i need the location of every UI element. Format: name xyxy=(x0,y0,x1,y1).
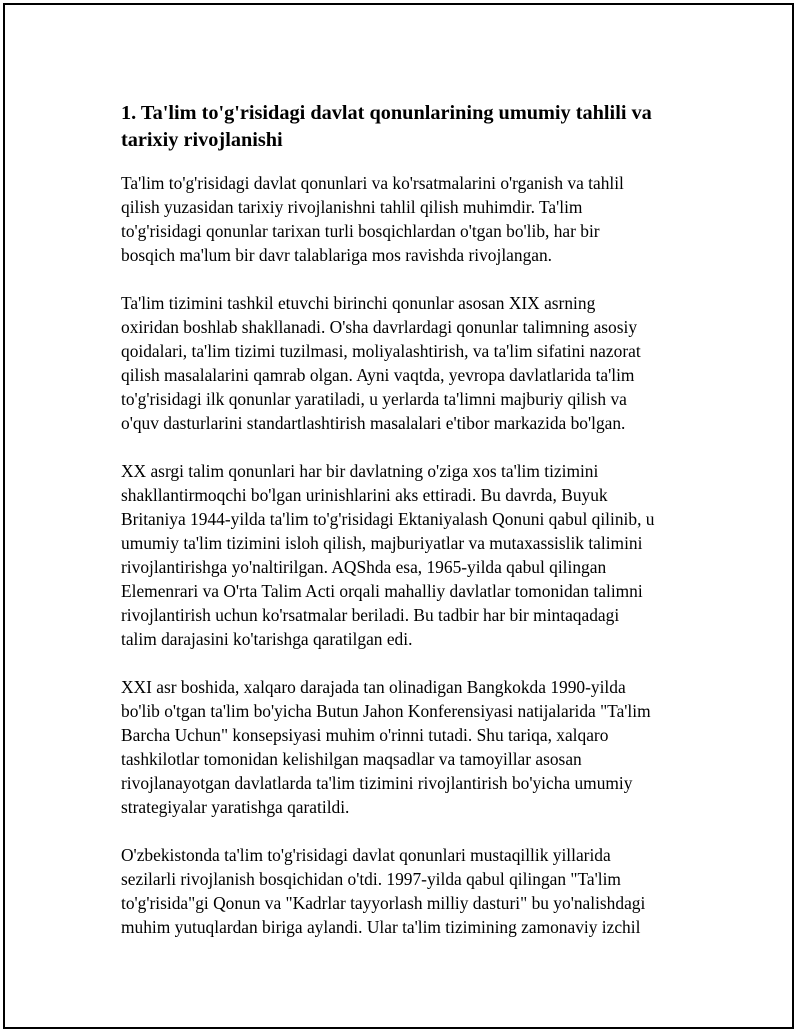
page-frame xyxy=(3,3,794,1029)
paragraph-1: Ta'lim to'g'risidagi davlat qonunlari va ko'rsatmalarini o'rganish va tahlil qilish yuzasidan tarixiy rivojlanishni tahlil qilish muhimdir. Ta'lim to'g'risidagi qonunlar tarixan turli bosqichlardan o'tgan bo'lib, har bir bosqich ma'lum bir davr talablariga mos ravishda rivojlangan. xyxy=(121,173,624,265)
document-body xyxy=(121,100,701,963)
section-heading: 1. Ta'lim to'g'risidagi davlat qonunlarining umumiy tahlili va tarixiy rivojlanishi xyxy=(121,102,652,151)
paragraph-5: O'zbekistonda ta'lim to'g'risidagi davlat qonunlari mustaqillik yillarida sezilarli rivojlanish bosqichidan o'tdi. 1997-yilda qabul qilingan "Ta'lim to'g'risida"gi Qonun va "Kadrlar tayyorlash milliy dasturi" bu yo'nalishdagi muhim yutuqlardan biriga aylandi. Ular ta'lim tizimining zamonaviy izchil xyxy=(121,845,646,937)
paragraph-4: XXI asr boshida, xalqaro darajada tan olinadigan Bangkokda 1990-yilda bo'lib o'tgan ta'lim bo'yicha Butun Jahon Konferensiyasi natijalarida "Ta'lim Barcha Uchun" konsepsiyasi muhim o'rinni tutadi. Shu tariqa, xalqaro tashkilotlar tomonidan kelishilgan maqsadlar va tamoyillar asosan rivojlanayotgan davlatlarda ta'lim tizimini rivojlantirish bo'yicha umumiy strategiyalar yaratishga qaratildi. xyxy=(121,677,651,817)
paragraph-2: Ta'lim tizimini tashkil etuvchi birinchi qonunlar asosan XIX asrning oxiridan boshlab shakllanadi. O'sha davrlardagi qonunlar talimning asosiy qoidalari, ta'lim tizimi tuzilmasi, moliyalashtirish, va ta'lim sifatini nazorat qilish masalalarini qamrab olgan. Ayni vaqtda, yevropa davlatlarida ta'lim to'g'risidagi ilk qonunlar yaratiladi, u yerlarda ta'limni majburiy qilish va o'quv dasturlarini standartlashtirish masalalari e'tibor markazida bo'lgan. xyxy=(121,293,641,433)
paragraph-3: XX asrgi talim qonunlari har bir davlatning o'ziga xos ta'lim tizimini shakllantirmoqchi bo'lgan urinishlarini aks ettiradi. Bu davrda, Buyuk Britaniya 1944-yilda ta'lim to'g'risidagi Ektaniyalash Qonuni qabul qilinib, u umumiy ta'lim tizimini isloh qilish, majburiyatlar va mutaxassislik talimini rivojlantirishga yo'naltirilgan. AQShda esa, 1965-yilda qabul qilingan Elemenrari va O'rta Talim Acti orqali mahalliy davlatlar tomonidan talimni rivojlantirish uchun ko'rsatmalar beriladi. Bu tadbir har bir mintaqadagi talim darajasini ko'tarishga qaratilgan edi. xyxy=(121,461,655,649)
